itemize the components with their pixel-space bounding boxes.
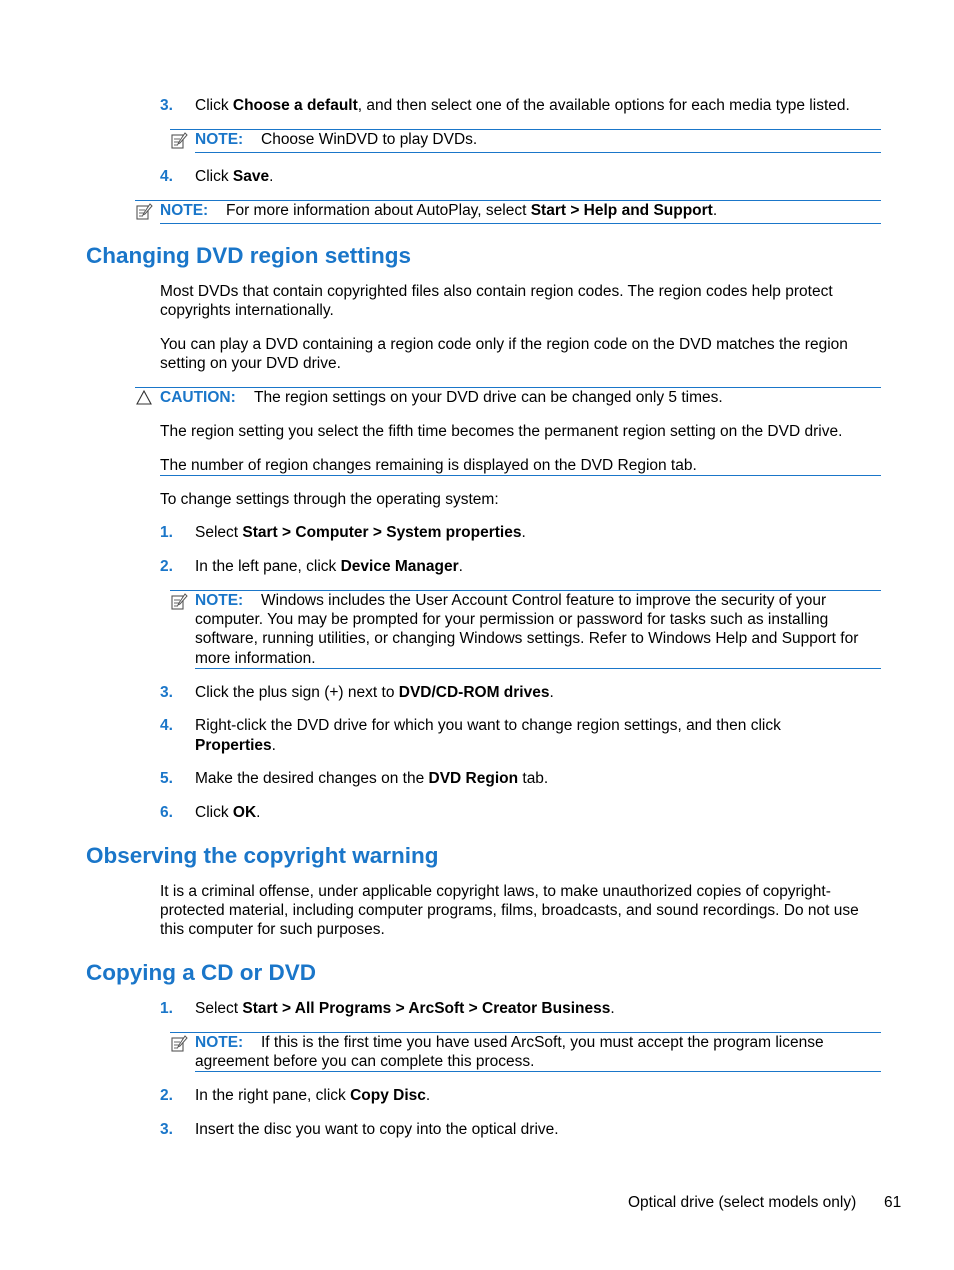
step-number: 5. (160, 770, 173, 787)
caution-rule-bottom (160, 475, 881, 476)
step-text: Properties. (195, 737, 276, 754)
step-text: Make the desired changes on the DVD Region tab. (195, 770, 549, 787)
note-line: more information. (195, 650, 316, 667)
note-label: NOTE: (160, 202, 209, 219)
step-number: 1. (160, 1000, 173, 1017)
note-line: agreement before you can complete this process. (195, 1053, 535, 1070)
note-icon (170, 132, 188, 150)
step-text: Right-click the DVD drive for which you want to change region settings, and then click (195, 717, 781, 734)
note-rule-bottom (160, 223, 881, 224)
note-line: Windows includes the User Account Control feature to improve the security of your (261, 592, 827, 609)
step-text: Insert the disc you want to copy into the optical drive. (195, 1121, 559, 1138)
paragraph-line: copyrights internationally. (160, 302, 334, 319)
note-rule-bottom (195, 152, 881, 153)
note-line: If this is the first time you have used ArcSoft, you must accept the program license (261, 1034, 824, 1051)
step-number: 3. (160, 97, 173, 114)
note-icon (170, 593, 188, 611)
step-number: 4. (160, 168, 173, 185)
step-text: In the right pane, click Copy Disc. (195, 1087, 431, 1104)
note-text: For more information about AutoPlay, select Start > Help and Support. (226, 202, 718, 219)
note-rule-bottom (195, 668, 881, 669)
step-number: 1. (160, 524, 173, 541)
note-icon (135, 203, 153, 221)
step-text: Select Start > All Programs > ArcSoft > Creator Business. (195, 1000, 615, 1017)
caution-label: CAUTION: (160, 389, 236, 406)
note-icon (170, 1035, 188, 1053)
note-line: software, running utilities, or changing Windows settings. Refer to Windows Help and Support for (195, 630, 859, 647)
step-number: 2. (160, 558, 173, 575)
paragraph: To change settings through the operating system: (160, 491, 499, 508)
step-number: 3. (160, 684, 173, 701)
paragraph-line: It is a criminal offense, under applicable copyright laws, to make unauthorized copies of copyright- (160, 883, 831, 900)
step-number: 3. (160, 1121, 173, 1138)
section-heading: Changing DVD region settings (86, 243, 412, 268)
note-text: Choose WinDVD to play DVDs. (261, 131, 478, 148)
footer-title: Optical drive (select models only) (628, 1194, 857, 1211)
paragraph-line: this computer for such purposes. (160, 921, 385, 938)
page-number: 61 (884, 1194, 902, 1211)
paragraph-line: You can play a DVD containing a region code only if the region code on the DVD matches the region (160, 336, 848, 353)
caution-icon (135, 389, 153, 407)
caution-paragraph: The number of region changes remaining is displayed on the DVD Region tab. (160, 457, 697, 474)
note-line: computer. You may be prompted for your permission or password for tasks such as installing (195, 611, 829, 628)
step-text: Click OK. (195, 804, 261, 821)
note-label: NOTE: (195, 1034, 244, 1051)
caution-paragraph: The region setting you select the fifth time becomes the permanent region setting on the DVD drive. (160, 423, 843, 440)
paragraph-line: setting on your DVD drive. (160, 355, 341, 372)
step-number: 6. (160, 804, 173, 821)
step-text: Click Save. (195, 168, 274, 185)
paragraph-line: Most DVDs that contain copyrighted files also contain region codes. The region codes help protect (160, 283, 833, 300)
step-text: Click Choose a default, and then select one of the available options for each media type listed. (195, 97, 850, 114)
section-heading: Copying a CD or DVD (86, 960, 317, 985)
step-text: Select Start > Computer > System properties. (195, 524, 526, 541)
step-text: In the left pane, click Device Manager. (195, 558, 463, 575)
caution-text: The region settings on your DVD drive can be changed only 5 times. (254, 389, 723, 406)
paragraph-line: protected material, including computer programs, films, broadcasts, and sound recordings. Do not use (160, 902, 859, 919)
step-number: 2. (160, 1087, 173, 1104)
note-label: NOTE: (195, 131, 244, 148)
section-heading: Observing the copyright warning (86, 843, 439, 868)
note-label: NOTE: (195, 592, 244, 609)
step-text: Click the plus sign (+) next to DVD/CD-ROM drives. (195, 684, 554, 701)
note-rule-bottom (195, 1071, 881, 1072)
step-number: 4. (160, 717, 173, 734)
